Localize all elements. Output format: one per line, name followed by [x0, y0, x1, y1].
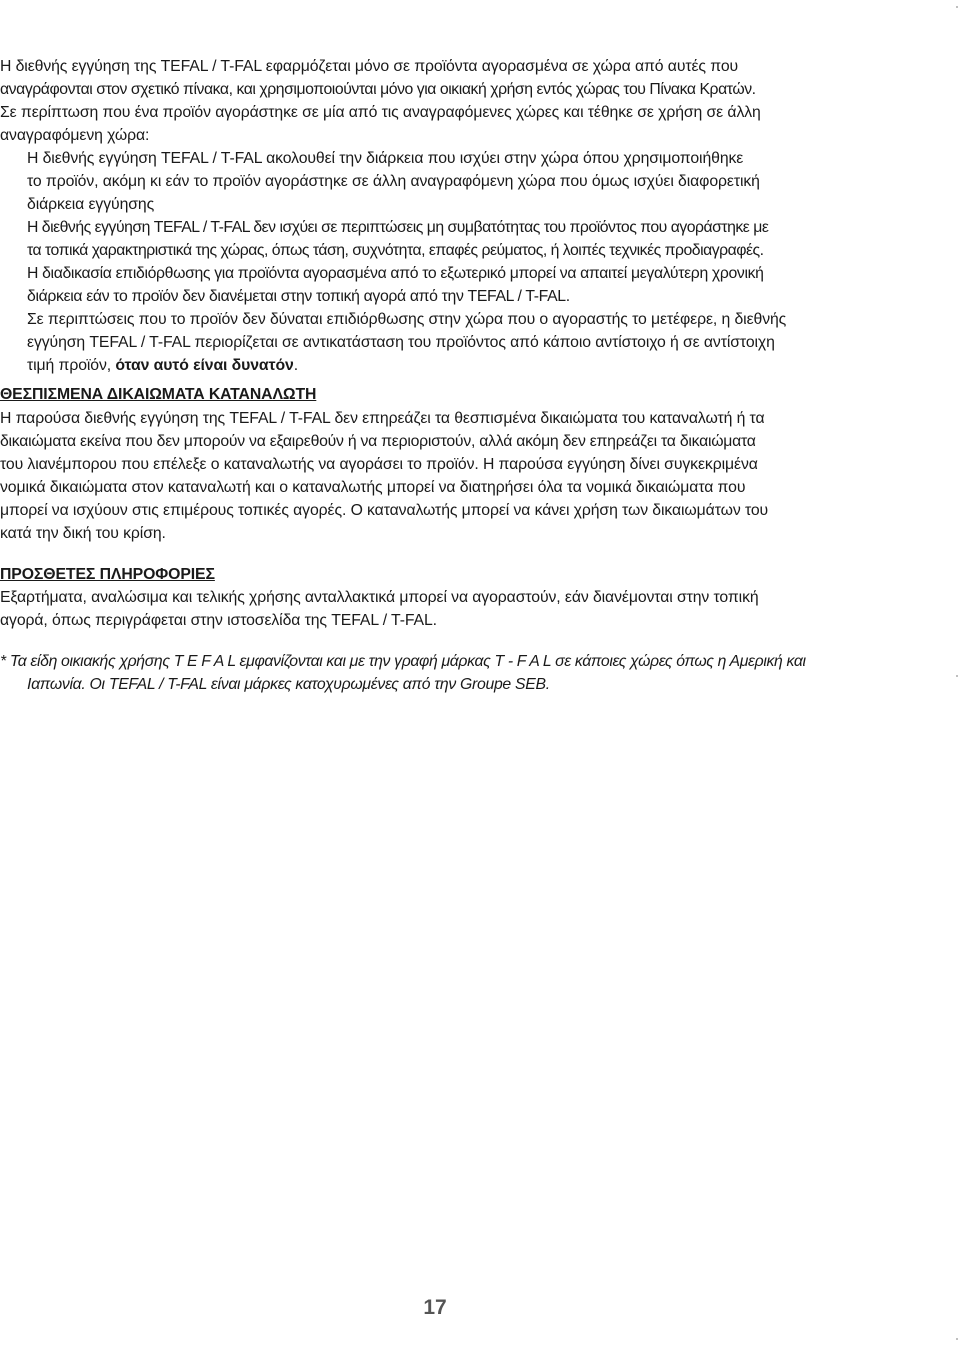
- condition-line-last: [27, 355, 298, 377]
- condition-line: Η διεθνής εγγύηση TEFAL / T-FAL δεν ισχύει σε περιπτώσεις μη συμβατότητας του προϊόντος που αγοράστηκε με: [27, 219, 769, 236]
- consumer-rights-heading: ΘΕΣΠΙΣΜΕΝΑ ΔΙΚΑΙΩΜΑΤΑ ΚΑΤΑΝΑΛΩΤΗ: [0, 386, 317, 403]
- intro-line: αναγράφονται στον σχετικό πίνακα, και χρησιμοποιούνται μόνο για οικιακή χρήση εντός χώρας του Πίνακα Κρατών.: [0, 81, 756, 98]
- condition-prefix: τιμή προϊόν,: [27, 357, 116, 374]
- additional-info-line: αγορά, όπως περιγράφεται στην ιστοσελίδα της TEFAL / T-FAL.: [0, 612, 437, 629]
- condition-line: Η διαδικασία επιδιόρθωσης για προϊόντα αγορασμένα από το εξωτερικό μπορεί να απαιτεί μεγαλύτερη χρονική: [27, 265, 764, 282]
- scan-edge-mark: [956, 6, 958, 8]
- scan-edge-mark: [956, 1338, 958, 1340]
- condition-line: εγγύηση TEFAL / T-FAL περιορίζεται σε αντικατάσταση του προϊόντος από κάποιο αντίστοιχο ή σε αντίστοιχη: [27, 334, 775, 351]
- consumer-rights-line: Η παρούσα διεθνής εγγύηση της TEFAL / T-FAL δεν επηρεάζει τα θεσπισμένα δικαιώματα του καταναλωτή ή τα: [0, 410, 765, 427]
- condition-suffix: .: [293, 357, 298, 374]
- additional-info-heading: ΠΡΟΣΘΕΤΕΣ ΠΛΗΡΟΦΟΡΙΕΣ: [0, 566, 215, 583]
- condition-line: το προϊόν, ακόμη κι εάν το προϊόν αγοράστηκε σε άλλη αναγραφόμενη χώρα που όμως ισχύει διαφορετική: [27, 173, 760, 190]
- condition-bold-emphasis: όταν αυτό είναι δυνατόν: [115, 357, 294, 374]
- consumer-rights-line: κατά την δική του κρίση.: [0, 525, 166, 542]
- footnote-line: Ιαπωνία. Οι TEFAL / T-FAL είναι μάρκες κατοχυρωμένες από την Groupe SEB.: [27, 676, 550, 693]
- consumer-rights-line: νομικά δικαιώματα στον καταναλωτή και ο καταναλωτής μπορεί να διατηρήσει όλα τα νομικά δικαιώματα που: [0, 479, 746, 496]
- consumer-rights-line: μπορεί να ισχύουν στις επιμέρους τοπικές αγορές. Ο καταναλωτής μπορεί να κάνει χρήση των δικαιωμάτων του: [0, 502, 769, 519]
- consumer-rights-line: δικαιώματα εκείνα που δεν μπορούν να εξαιρεθούν ή να περιοριστούν, αλλά ακόμη δεν επηρεάζει τα δικαιώματα: [0, 433, 756, 450]
- intro-line: Σε περίπτωση που ένα προϊόν αγοράστηκε σε μία από τις αναγραφόμενες χώρες και τέθηκε σε χρήση σε άλλη: [0, 104, 761, 121]
- condition-line: διάρκεια εγγύησης: [27, 196, 155, 213]
- footnote-line: * Τα είδη οικιακής χρήσης T E F A L εμφανίζονται και με την γραφή μάρκας T - F A L σε κάποιες χώρες όπως η Αμερική και: [0, 653, 806, 670]
- page-number: 17: [423, 1296, 447, 1319]
- condition-line: Σε περιπτώσεις που το προϊόν δεν δύναται επιδιόρθωσης στην χώρα που ο αγοραστής το μετέφερε, η διεθνής: [27, 311, 787, 328]
- intro-line: αναγραφόμενη χώρα:: [0, 127, 150, 144]
- additional-info-line: Εξαρτήματα, αναλώσιμα και τελικής χρήσης ανταλλακτικά μπορεί να αγοραστούν, εάν διανέμονται στην τοπική: [0, 589, 759, 606]
- scan-edge-mark: [956, 675, 958, 677]
- condition-line: τα τοπικά χαρακτηριστικά της χώρας, όπως τάση, συχνότητα, επαφές ρεύματος, ή λοιπές τεχνικές προδιαγραφές.: [27, 242, 764, 259]
- condition-line: Η διεθνής εγγύηση TEFAL / T-FAL ακολουθεί την διάρκεια που ισχύει στην χώρα όπου χρησιμοποιήθηκε: [27, 150, 744, 167]
- consumer-rights-line: του λιανέμπορου που επέλεξε ο καταναλωτής να αγοράσει το προϊόν. Η παρούσα εγγύηση δίνει συγκεκριμένα: [0, 456, 758, 473]
- condition-line: διάρκεια εάν το προϊόν δεν διανέμεται στην τοπική αγορά από την TEFAL / T-FAL.: [27, 288, 570, 305]
- intro-line: Η διεθνής εγγύηση της TEFAL / T-FAL εφαρμόζεται μόνο σε προϊόντα αγορασμένα σε χώρα από αυτές που: [0, 58, 739, 75]
